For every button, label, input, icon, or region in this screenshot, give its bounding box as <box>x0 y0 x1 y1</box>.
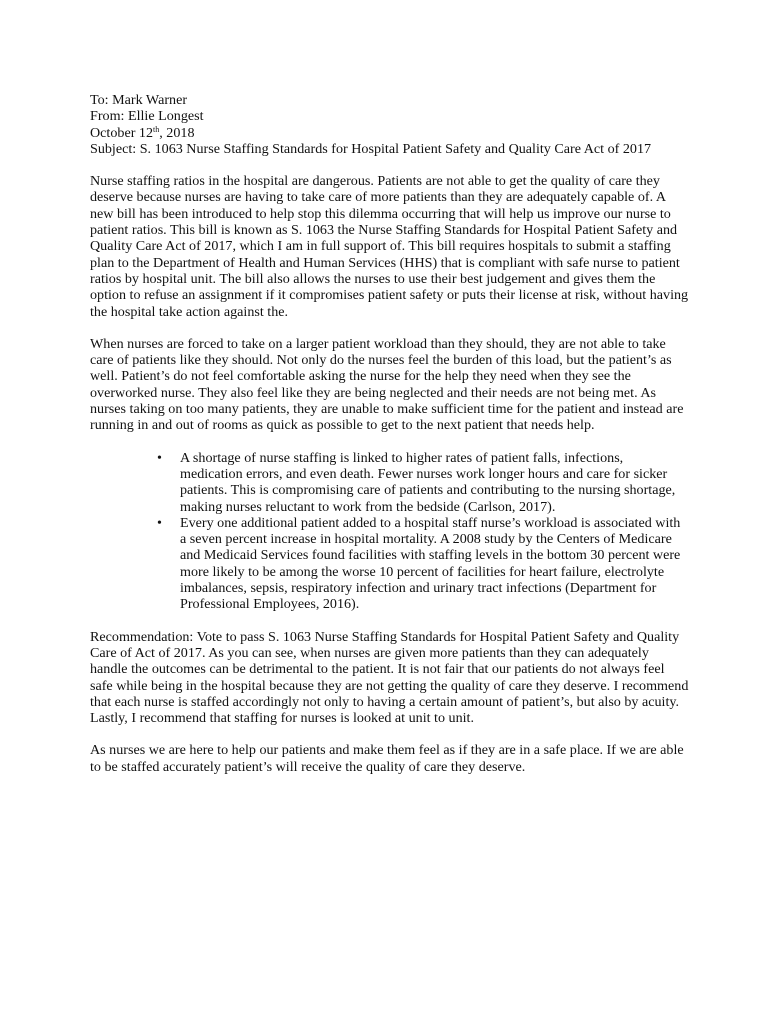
bullet-line: making nurses reluctant to work from the bedside (Carlson, 2017). <box>180 498 556 515</box>
paragraph-intro <box>90 173 689 320</box>
bullet-list <box>90 450 680 613</box>
bullet-line: and Medicaid Services found facilities with staffing levels in the bottom 30 percent were <box>180 547 681 564</box>
paragraph-line: safe while being in the hospital because they are not getting the quality of care they deserve. I recommend <box>90 677 689 694</box>
memo-date <box>90 125 680 141</box>
paragraph-line: the hospital take action against the. <box>90 303 289 320</box>
memo-subject: Subject: S. 1063 Nurse Staffing Standards for Hospital Patient Safety and Quality Care Act of 2017 <box>90 140 652 157</box>
paragraph-line: As nurses we are here to help our patients and make them feel as if they are in a safe place. If we are able <box>90 742 684 759</box>
paragraph-line: Care of Act of 2017. As you can see, when nurses are given more patients than they can adequately <box>90 644 649 661</box>
paragraph-line: Nurse staffing ratios in the hospital are dangerous. Patients are not able to get the quality of care they <box>90 173 660 190</box>
memo-date-prefix: October 12 <box>90 124 154 141</box>
paragraph-line: that each nurse is staffed accordingly not only to having a certain amount of patient’s, but also by acuity. <box>90 693 680 710</box>
bullet-line: more likely to be among the worse 10 percent of facilities for heart failure, electrolyte <box>180 563 665 580</box>
paragraph-line: overworked nurse. They also feel like they are being neglected and their needs are not being met. As <box>90 384 657 401</box>
paragraph-line: well. Patient’s do not feel comfortable asking the nurse for the help they need when they see the <box>90 368 631 385</box>
paragraph-line: care of patients like they should. Not only do the nurses feel the burden of this load, but the patient’s as <box>90 352 672 369</box>
paragraph-line: deserve because nurses are having to take care of more patients than they are adequately capable of. A <box>90 189 667 206</box>
paragraph-line: new bill has been introduced to help stop this dilemma occurring that will help us improve our nurse to <box>90 205 671 222</box>
bullet-item-mortality <box>90 515 680 613</box>
bullet-line: Every one additional patient added to a hospital staff nurse’s workload is associated with <box>180 514 681 531</box>
memo-document <box>90 92 689 775</box>
bullet-line: patients. This is compromising care of patients and contributing to the nursing shortage, <box>180 482 676 499</box>
bullet-line: A shortage of nurse staffing is linked to higher rates of patient falls, infections, <box>180 449 624 466</box>
bullet-item-staffing-shortage <box>90 450 680 515</box>
paragraph-line: ratios by hospital unit. The bill also allows the nurses to use their best judgement and gives them the <box>90 270 656 287</box>
paragraph-closing <box>90 742 684 775</box>
paragraph-line: Quality Care Act of 2017, which I am in full support of. This bill requires hospitals to submit a staffing <box>90 238 671 255</box>
memo-date-superscript: th <box>153 124 160 134</box>
paragraph-line: plan to the Department of Health and Human Services (HHS) that is compliant with safe nurse to patient <box>90 254 680 271</box>
paragraph-line: handle the outcomes can be detrimental to the patient. It is not fair that our patients do not always feel <box>90 661 665 678</box>
memo-from: From: Ellie Longest <box>90 108 204 125</box>
paragraph-line: to be staffed accurately patient’s will receive the quality of care they deserve. <box>90 758 526 775</box>
paragraph-line: Lastly, I recommend that staffing for nurses is looked at unit to unit. <box>90 710 474 727</box>
paragraph-line: patient ratios. This bill is known as S. 1063 the Nurse Staffing Standards for Hospital Patient Safety and <box>90 222 678 239</box>
paragraph-line: nurses taking on too many patients, they are unable to make sufficient time for the patient and instead are <box>90 401 684 418</box>
bullet-icon: • <box>157 514 162 531</box>
paragraph-recommendation <box>90 628 689 727</box>
bullet-line: imbalances, sepsis, respiratory infection and urinary tract infections (Department for <box>180 580 657 597</box>
paragraph-line: option to refuse an assignment if it compromises patient safety or puts their license at risk, without having <box>90 287 689 304</box>
bullet-line: medication errors, and even death. Fewer nurses work longer hours and care for sicker <box>180 465 668 482</box>
paragraph-line: Recommendation: Vote to pass S. 1063 Nurse Staffing Standards for Hospital Patient Safety and Quality <box>90 628 680 645</box>
bullet-line: Professional Employees, 2016). <box>180 596 360 613</box>
bullet-line: a seven percent increase in hospital mortality. A 2008 study by the Centers of Medicare <box>180 531 672 548</box>
paragraph-line: running in and out of rooms as quick as possible to get to the next patient that needs help. <box>90 417 595 434</box>
paragraph-workload <box>90 335 684 434</box>
memo-to: To: Mark Warner <box>90 92 188 108</box>
memo-date-suffix: , 2018 <box>159 124 195 141</box>
paragraph-line: When nurses are forced to take on a larger patient workload than they should, they are not able to take <box>90 335 666 352</box>
bullet-icon: • <box>157 449 162 466</box>
memo-header <box>90 92 680 157</box>
